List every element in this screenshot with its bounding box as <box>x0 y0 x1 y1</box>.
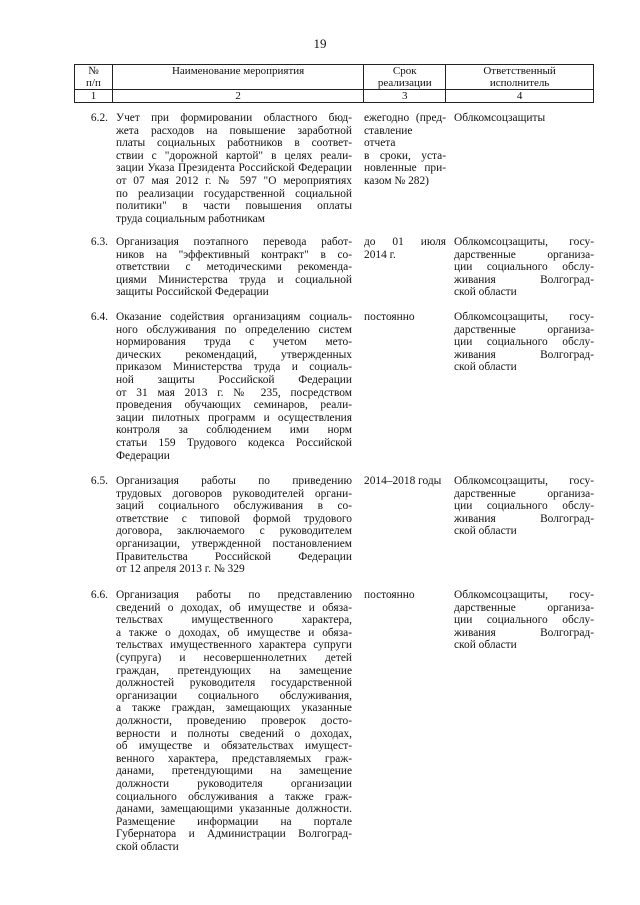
row-number: 6.2. <box>90 112 108 124</box>
row-term-line: ставление отчета <box>364 124 413 150</box>
row-resp-line: ции социального обслу- <box>454 261 594 274</box>
row-name-line: данами, претендующими на замещение <box>116 765 352 778</box>
row-name-line: от 07 мая 2012 г. № 597 "О мероприятиях <box>116 174 352 187</box>
row-resp-line: дарственные организа- <box>454 248 594 261</box>
row-name-line: Организация работы по приведению <box>116 475 352 487</box>
row-name <box>116 311 352 462</box>
header-resp-line: Ответственный <box>483 65 556 77</box>
row-term <box>364 311 446 324</box>
row-name-line: от 31 мая 2013 г. № 235, посредством <box>116 386 352 399</box>
row-resp-line: ции социального обслу- <box>454 500 594 513</box>
row-name-line: заций социального обслуживания в со- <box>116 500 352 513</box>
row-name-line: ской области <box>116 840 179 853</box>
row-name-line: от 12 апреля 2013 г. № 329 <box>116 563 245 576</box>
row-resp <box>454 112 594 125</box>
row-resp <box>454 236 594 299</box>
row-resp <box>454 589 594 652</box>
row-number: 6.6. <box>90 589 108 601</box>
row-name-line: защиты Российской Федерации <box>116 286 269 299</box>
row-name-line: ного обслуживания по определению систем <box>116 323 352 336</box>
row-name-line: статьи 159 Трудового кодекса Российской <box>116 436 352 449</box>
row-name-line: социального обслуживания а также граж- <box>116 790 352 803</box>
row-resp-line: Облкомсоцзащиты, госу- <box>454 311 594 323</box>
row-resp-line: Облкомсоцзащиты, госу- <box>454 475 594 487</box>
row-name-line: трудовых договоров руководителей органи- <box>116 487 352 500</box>
header-term-line: реализации <box>377 77 432 89</box>
row-name-line: Организация поэтапного перевода работ- <box>116 236 352 248</box>
row-name-line: приказом Министерства труда и социаль- <box>116 361 352 374</box>
row-term <box>364 112 446 188</box>
row-name-line: (супруга) и несовершеннолетних детей <box>116 651 352 664</box>
row-resp-line: ции социального обслу- <box>454 614 594 627</box>
header-number: 2 <box>112 90 363 103</box>
row-name-line: данами, замещающими указанные должности. <box>116 803 352 816</box>
header-term-line: Срок <box>392 65 417 77</box>
row-resp-line: ской области <box>454 525 517 538</box>
row-term-line: в сроки, уста- <box>364 149 446 162</box>
row-name-line: Размещение информации на портале <box>116 815 352 828</box>
row-name-line: должности, проведению проверок досто- <box>116 714 352 727</box>
header-number: 3 <box>364 90 446 103</box>
row-name-line: по реализации государственной социальной <box>116 187 352 200</box>
row-resp-line: живания Волгоград- <box>454 626 594 639</box>
row-name-line: а также о доходах, об имуществе и обяза- <box>116 626 352 639</box>
row-name-line: политики" в части повышения оплаты <box>116 200 352 213</box>
row-resp <box>454 475 594 538</box>
row-term-line: новленные при- <box>364 162 446 175</box>
row-name-line: договора, заключаемого с руководителем <box>116 525 352 538</box>
row-name-line: циями Министерства труда и социальной <box>116 273 352 286</box>
header-num <box>75 65 113 90</box>
row-number: 6.4. <box>90 311 108 323</box>
row-resp <box>454 311 594 374</box>
row-resp-line: дарственные организа- <box>454 601 594 614</box>
row-name-line: зации пилотных программ и осуществления <box>116 411 352 424</box>
row-number: 6.5. <box>90 475 108 487</box>
row-name <box>116 475 352 576</box>
row-term-line: 2014–2018 годы <box>364 475 442 487</box>
row-name-line: ответствии с методическими рекоменда- <box>116 261 352 274</box>
page-number: 19 <box>313 36 327 51</box>
row-term-line: постоянно <box>364 311 415 323</box>
row-resp-line: Облкомсоцзащиты, госу- <box>454 236 594 248</box>
row-name-line: зации Указа Президента Российской Федерации <box>116 162 352 175</box>
row-name-line: Губернатора и Администрации Волгоград- <box>116 828 352 841</box>
row-resp-line: ции социального обслу- <box>454 336 594 349</box>
row-name-line: верности и полноты сведений о доходах, <box>116 727 352 740</box>
row-name-line: ствии с "дорожной картой" в целях реали- <box>116 149 352 162</box>
row-name-line: Организация работы по представлению <box>116 589 352 601</box>
row-name-line: ной защиты Российской Федерации <box>116 373 352 386</box>
header-num-line: № <box>88 65 99 77</box>
row-name-line: организации, утвержденной постановлением <box>116 537 352 550</box>
row-name-line: организации социального обслуживания, <box>116 689 352 702</box>
row-name-line: дических рекомендаций, утвержденных <box>116 348 352 361</box>
row-name-line: труда социальным работникам <box>116 212 266 225</box>
row-name-line: а также граждан, замещающих указанные <box>116 702 352 715</box>
row-resp-line: живания Волгоград- <box>454 273 594 286</box>
header-resp <box>446 65 594 90</box>
row-resp-line: дарственные организа- <box>454 323 594 336</box>
row-name <box>116 112 352 225</box>
row-term-line: постоянно <box>364 589 415 601</box>
row-term-line: до 01 июля <box>364 236 446 248</box>
row-name-line: об имуществе и обязательствах имущест- <box>116 740 352 753</box>
row-name-line: венного характера, представляемых граж- <box>116 752 352 765</box>
row-name-line: контроля за соблюдением ими норм <box>116 424 352 437</box>
row-resp-line: ской области <box>454 361 517 374</box>
row-term-line: 2014 г. <box>364 248 396 261</box>
header-num-line: п/п <box>86 77 101 89</box>
row-term <box>364 236 446 261</box>
header-number: 1 <box>75 90 113 103</box>
row-name-line: платы социальных работников в соответ- <box>116 137 352 150</box>
row-name-line: ников на "эффективный контракт" в со- <box>116 248 352 261</box>
row-name-line: Оказание содействия организациям социаль- <box>116 311 352 323</box>
row-name-line: граждан, претендующих на замещение <box>116 664 352 677</box>
row-resp-line: Облкомсоцзащиты <box>454 112 546 124</box>
row-name <box>116 236 352 299</box>
row-resp-line: дарственные организа- <box>454 487 594 500</box>
header-resp-line: исполнитель <box>489 77 550 89</box>
row-term <box>364 589 446 602</box>
row-name-line: тельствах имущественного характера супруги <box>116 639 352 652</box>
header-number: 4 <box>446 90 594 103</box>
row-name-line: Федерации <box>116 449 170 462</box>
row-name-line: проведения обучающих семинаров, реали- <box>116 399 352 412</box>
row-name-line: сведений о доходах, об имуществе и обяза- <box>116 601 352 614</box>
header-name: Наименование мероприятия <box>112 65 363 90</box>
row-resp-line: живания Волгоград- <box>454 512 594 525</box>
row-name-line: должностей руководителя государственной <box>116 677 352 690</box>
row-resp-line: ской области <box>454 286 517 299</box>
row-name-line: жета расходов на повышение заработной <box>116 124 352 137</box>
row-number: 6.3. <box>90 236 108 248</box>
row-resp-line: живания Волгоград- <box>454 348 594 361</box>
row-name-line: тельствах имущественного характера, <box>116 614 352 627</box>
table-header <box>74 64 594 103</box>
row-resp-line: ской области <box>454 639 517 652</box>
row-name-line: должности руководителя организации <box>116 777 352 790</box>
row-resp-line: Облкомсоцзащиты, госу- <box>454 589 594 601</box>
header-term <box>364 65 446 90</box>
row-name-line: ответствие с типовой формой трудового <box>116 512 352 525</box>
row-term-line: ежегодно (пред- <box>364 112 446 124</box>
row-name-line: нормирования труда с учетом мето- <box>116 336 352 349</box>
row-term <box>364 475 446 488</box>
row-name <box>116 589 352 853</box>
row-term-line: казом № 282) <box>364 174 429 187</box>
row-name-line: Учет при формировании областного бюд- <box>116 112 352 124</box>
row-name-line: Правительства Российской Федерации <box>116 550 352 563</box>
